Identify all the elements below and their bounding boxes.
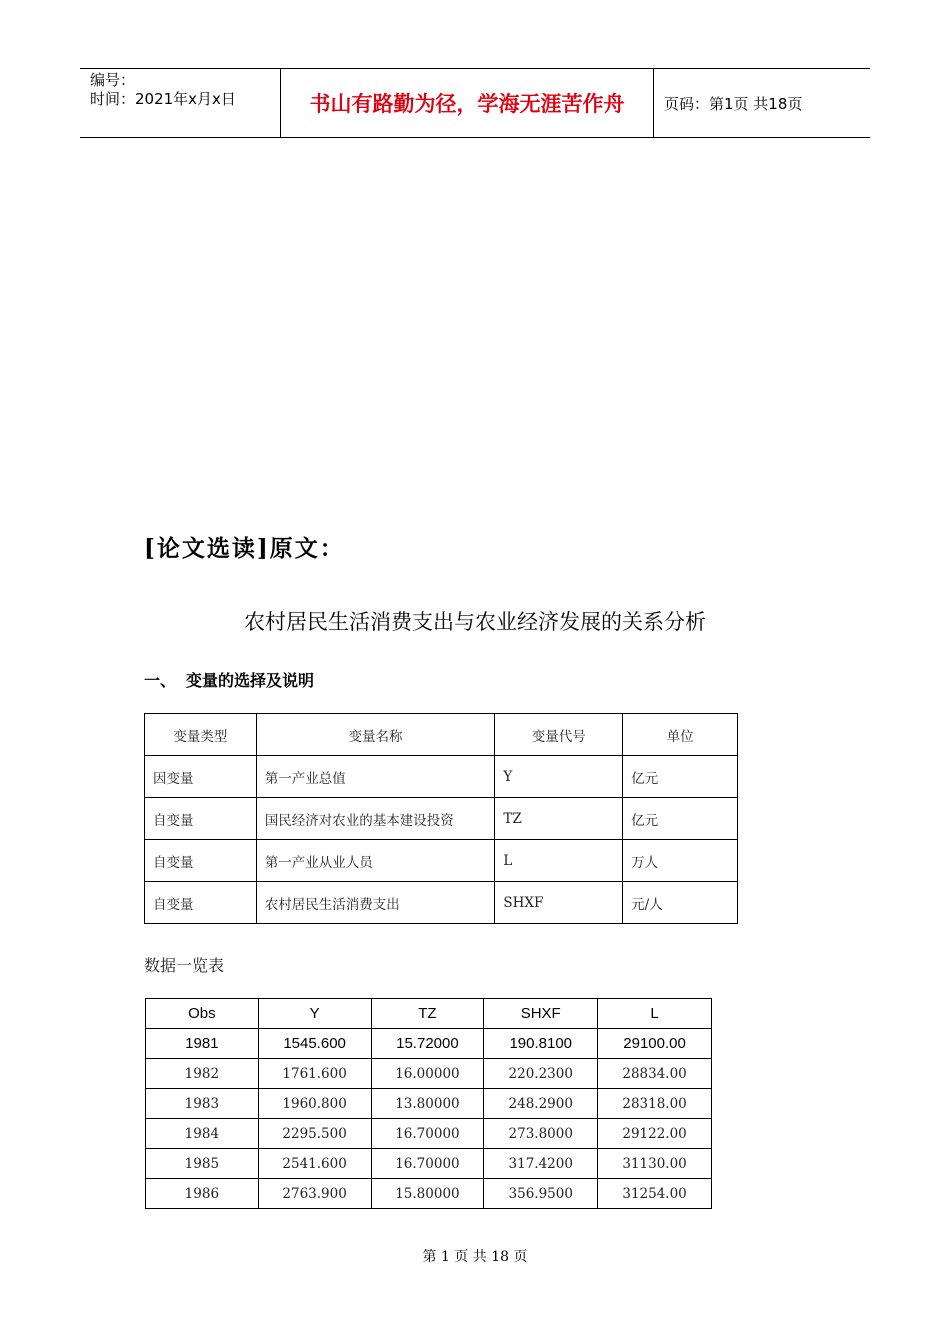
table-cell: 220.2300 [484, 1059, 598, 1089]
table-row [146, 1089, 712, 1119]
variable-table [144, 713, 738, 924]
page-footer: 第 1 页 共 18 页 [422, 1249, 528, 1265]
table-header-cell: 变量类型 [145, 714, 257, 756]
section-heading [144, 668, 314, 691]
table-cell: 16.70000 [371, 1119, 484, 1149]
table-row [145, 882, 738, 924]
table-cell: 2541.600 [258, 1149, 371, 1179]
table-header-row [146, 999, 712, 1029]
table-cell: 1761.600 [258, 1059, 371, 1089]
table-cell: 190.8100 [484, 1029, 598, 1059]
table-row [146, 1179, 712, 1209]
table-cell: SHXF [495, 882, 623, 924]
table-cell: 万人 [623, 840, 738, 882]
table-cell: Y [495, 756, 623, 798]
table-cell: 1982 [146, 1059, 259, 1089]
table-cell: 16.00000 [371, 1059, 484, 1089]
header-motto: 书山有路勤为径，学海无涯苦作舟 [281, 69, 654, 137]
table-cell: 2295.500 [258, 1119, 371, 1149]
table-header-cell: 单位 [623, 714, 738, 756]
table-row [146, 1119, 712, 1149]
table-header-cell: Obs [146, 999, 259, 1029]
table-row [146, 1029, 712, 1059]
table-row [145, 756, 738, 798]
table-cell: TZ [495, 798, 623, 840]
table-cell: 31130.00 [598, 1149, 712, 1179]
table-cell: 13.80000 [371, 1089, 484, 1119]
table-row [146, 1059, 712, 1089]
table-header-cell: Y [258, 999, 371, 1029]
number-label: 编号： [90, 71, 136, 89]
table-cell: 317.4200 [484, 1149, 598, 1179]
header-meta [80, 69, 281, 137]
table-cell: 第一产业总值 [256, 756, 495, 798]
table-header-cell: 变量名称 [256, 714, 495, 756]
table-cell: 农村居民生活消费支出 [256, 882, 495, 924]
section-tag: [论文选读]原文： [144, 535, 345, 562]
table-cell: 273.8000 [484, 1119, 598, 1149]
table-cell: L [495, 840, 623, 882]
table-cell: 28318.00 [598, 1089, 712, 1119]
data-table-caption: 数据一览表 [144, 956, 225, 975]
table-row [146, 1149, 712, 1179]
table-cell: 1986 [146, 1179, 259, 1209]
section-number: 一、 [144, 671, 177, 690]
table-cell: 16.70000 [371, 1149, 484, 1179]
table-cell: 15.80000 [371, 1179, 484, 1209]
table-cell: 356.9500 [484, 1179, 598, 1209]
section-heading-text: 变量的选择及说明 [186, 671, 315, 690]
table-cell: 因变量 [145, 756, 257, 798]
table-cell: 元/人 [623, 882, 738, 924]
table-header-cell: SHXF [484, 999, 598, 1029]
table-cell: 15.72000 [371, 1029, 484, 1059]
table-header-cell: L [598, 999, 712, 1029]
table-row [145, 798, 738, 840]
document-title: 农村居民生活消费支出与农业经济发展的关系分析 [244, 610, 706, 634]
table-header-cell: 变量代号 [495, 714, 623, 756]
table-cell: 248.2900 [484, 1089, 598, 1119]
table-cell: 31254.00 [598, 1179, 712, 1209]
table-cell: 2763.900 [258, 1179, 371, 1209]
table-cell: 1960.800 [258, 1089, 371, 1119]
table-cell: 1984 [146, 1119, 259, 1149]
table-cell: 亿元 [623, 756, 738, 798]
table-cell: 1545.600 [258, 1029, 371, 1059]
data-table [145, 998, 712, 1209]
time-label: 时间：2021年x月x日 [90, 90, 236, 108]
header-page-code: 页码：第1页 共18页 [664, 94, 803, 113]
table-header-row [145, 714, 738, 756]
table-cell: 亿元 [623, 798, 738, 840]
table-cell: 自变量 [145, 882, 257, 924]
table-cell: 1983 [146, 1089, 259, 1119]
page-header [80, 68, 870, 138]
table-cell: 29122.00 [598, 1119, 712, 1149]
table-header-cell: TZ [371, 999, 484, 1029]
table-cell: 自变量 [145, 840, 257, 882]
table-cell: 1981 [146, 1029, 259, 1059]
table-cell: 29100.00 [598, 1029, 712, 1059]
table-cell: 国民经济对农业的基本建设投资 [256, 798, 495, 840]
table-cell: 28834.00 [598, 1059, 712, 1089]
table-row [145, 840, 738, 882]
table-cell: 1985 [146, 1149, 259, 1179]
table-cell: 第一产业从业人员 [256, 840, 495, 882]
table-cell: 自变量 [145, 798, 257, 840]
